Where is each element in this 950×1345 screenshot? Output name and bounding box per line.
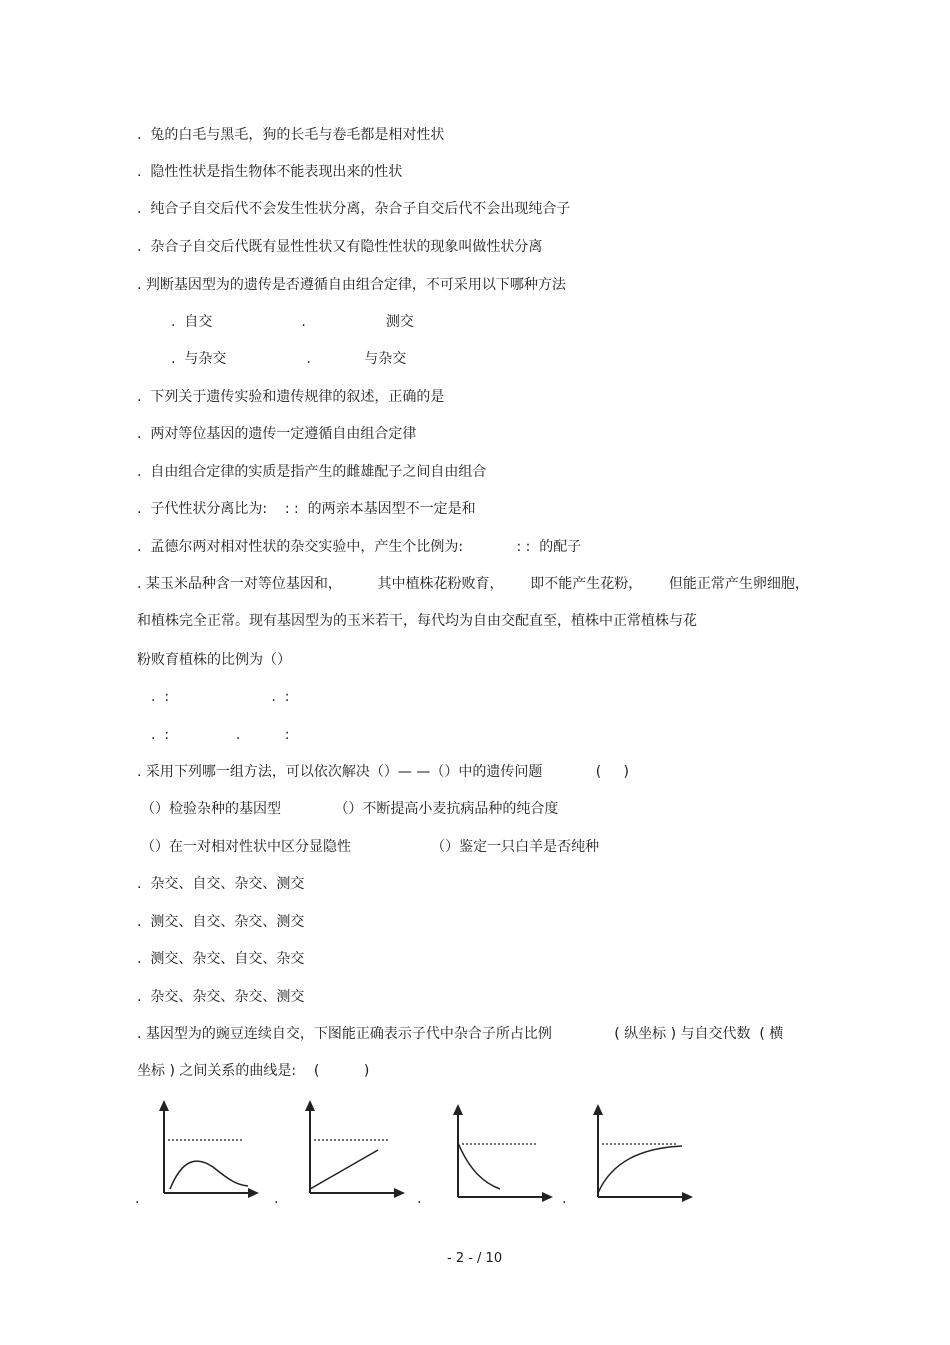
- text-line: . 某玉米品种含一对等位基因和， 其中植株花粉败育， 即不能产生花粉， 但能正常产生卵细胞，: [137, 576, 809, 592]
- text-line: . 隐性性状是指生物体不能表现出来的性状: [137, 164, 403, 180]
- text-line: . 纯合子自交后代不会发生性状分离，杂合子自交后代不会出现纯合子: [137, 201, 571, 217]
- text-line: . 自交 . 测交: [171, 314, 414, 330]
- text-line: 和植株完全正常。现有基因型为的玉米若干，每代均为自由交配直至，植株中正常植株与花: [137, 613, 697, 629]
- text-line: . 采用下列哪一组方法，可以依次解决（）— —（）中的遗传问题 ( ): [137, 764, 629, 780]
- text-line: . : . :: [151, 727, 290, 743]
- text-line: . 测交、自交、杂交、测交: [137, 914, 305, 930]
- y-axis-arrow: [159, 1100, 169, 1111]
- y-axis-arrow: [305, 1100, 315, 1111]
- y-axis-arrow: [593, 1104, 603, 1115]
- graph-3: [442, 1101, 562, 1206]
- graph-option-label: .: [135, 1191, 140, 1207]
- text-line: . 杂合子自交后代既有显性性状又有隐性性状的现象叫做性状分离: [137, 239, 543, 255]
- curve: [458, 1143, 500, 1189]
- x-axis-arrow: [542, 1192, 553, 1202]
- graph-2: [294, 1097, 414, 1202]
- text-line: . 杂交、自交、杂交、测交: [137, 876, 305, 892]
- text-line: . 兔的白毛与黑毛，狗的长毛与卷毛都是相对性状: [137, 127, 445, 143]
- graph-4: [582, 1101, 702, 1206]
- text-line: . 与杂交 . 与杂交: [171, 351, 407, 367]
- text-line: 粉败育植株的比例为（）: [137, 652, 291, 668]
- page-number: - 2 - / 10: [447, 1251, 503, 1266]
- text-line: . : . :: [151, 689, 290, 705]
- text-line: . 子代性状分离比为: : : 的两亲本基因型不一定是和: [137, 501, 476, 517]
- text-line: . 孟德尔两对相对性状的杂交实验中，产生个比例为: : : 的配子: [137, 539, 582, 555]
- curve: [598, 1146, 682, 1193]
- text-line: . 判断基因型为的遗传是否遵循自由组合定律，不可采用以下哪种方法: [137, 277, 566, 293]
- graph-1: [148, 1097, 268, 1202]
- graph-option-label: .: [417, 1191, 422, 1207]
- y-axis-arrow: [453, 1104, 463, 1115]
- text-line: 坐标 ) 之间关系的曲线是: ( ): [137, 1063, 370, 1079]
- x-axis-arrow: [248, 1188, 259, 1198]
- text-line: . 下列关于遗传实验和遗传规律的叙述，正确的是: [137, 389, 445, 405]
- curve: [170, 1161, 248, 1189]
- text-line: . 两对等位基因的遗传一定遵循自由组合定律: [137, 426, 417, 442]
- graph-option-label: .: [562, 1191, 567, 1207]
- x-axis-arrow: [394, 1188, 405, 1198]
- text-line: . 基因型为的豌豆连续自交，下图能正确表示子代中杂合子所占比例 ( 纵坐标 ) 与自交代数 ( 横: [137, 1026, 784, 1042]
- graph-option-label: .: [274, 1191, 279, 1207]
- text-line: . 测交、杂交、自交、杂交: [137, 951, 305, 967]
- x-axis-arrow: [682, 1192, 693, 1202]
- text-line: . 自由组合定律的实质是指产生的雌雄配子之间自由组合: [137, 464, 487, 480]
- text-line: （）在一对相对性状中区分显隐性 （）鉴定一只白羊是否纯种: [141, 839, 600, 855]
- curve: [310, 1150, 378, 1189]
- text-line: （）检验杂种的基因型 （）不断提高小麦抗病品种的纯合度: [141, 801, 559, 817]
- text-line: . 杂交、杂交、杂交、测交: [137, 989, 305, 1005]
